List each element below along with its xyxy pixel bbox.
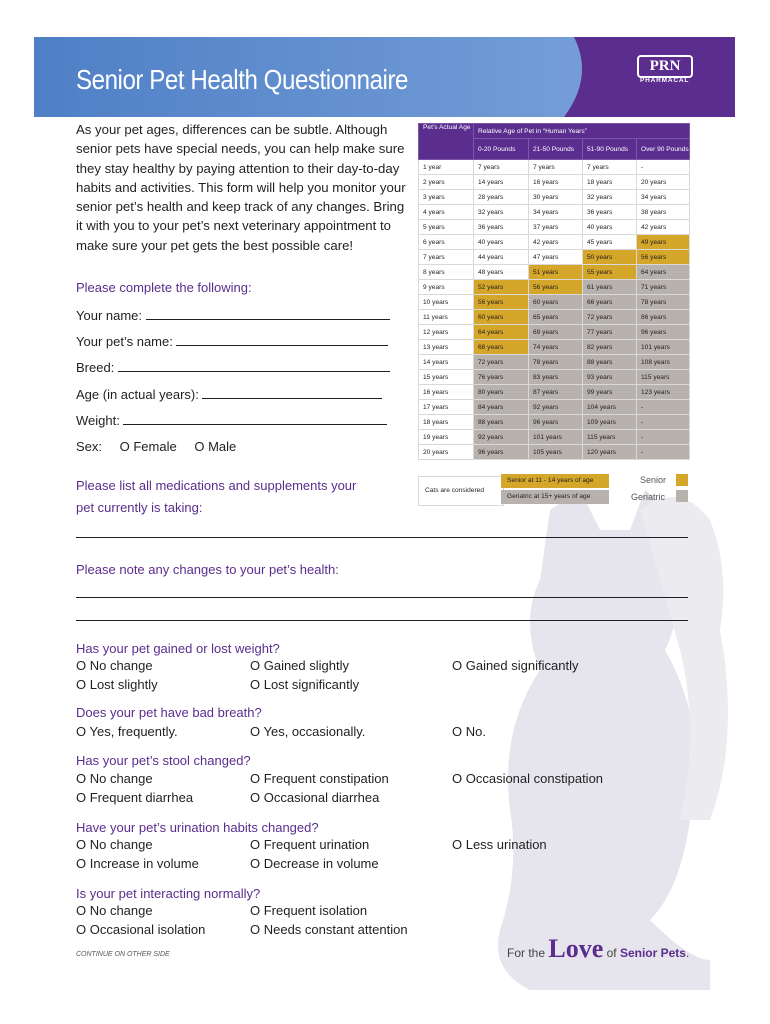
human-age-cell: 104 years bbox=[583, 400, 637, 415]
human-age-cell: 7 years bbox=[529, 160, 583, 175]
table-row bbox=[419, 355, 690, 370]
human-age-cell: 37 years bbox=[529, 220, 583, 235]
col-header-actual-age: Pet’s Actual Age bbox=[419, 124, 474, 160]
table-row bbox=[419, 430, 690, 445]
actual-age-cell: 4 years bbox=[419, 205, 474, 220]
table-row bbox=[419, 400, 690, 415]
actual-age-cell: 3 years bbox=[419, 190, 474, 205]
human-age-cell: 20 years bbox=[637, 175, 690, 190]
table-row bbox=[419, 385, 690, 400]
urination-no-change[interactable]: O No change bbox=[76, 837, 153, 852]
tagline-for: For the bbox=[507, 946, 546, 960]
human-age-cell: 88 years bbox=[474, 415, 529, 430]
actual-age-cell: 2 years bbox=[419, 175, 474, 190]
medications-heading-line2: pet currently is taking: bbox=[76, 500, 203, 515]
social-no-change[interactable]: O No change bbox=[76, 903, 153, 918]
col-header-weight-1: 21-50 Pounds bbox=[529, 139, 583, 160]
weight-gained-slightly[interactable]: O Gained slightly bbox=[250, 658, 349, 673]
human-age-cell: 64 years bbox=[474, 325, 529, 340]
weight-lost-significantly[interactable]: O Lost significantly bbox=[250, 677, 360, 692]
human-age-cell: 101 years bbox=[529, 430, 583, 445]
human-age-cell: 83 years bbox=[529, 370, 583, 385]
logo-subtitle: PHARMACAL bbox=[640, 77, 690, 84]
human-age-cell: 96 years bbox=[474, 445, 529, 460]
human-age-cell: 71 years bbox=[637, 280, 690, 295]
human-age-cell: 108 years bbox=[637, 355, 690, 370]
table-row bbox=[419, 175, 690, 190]
breed-line[interactable] bbox=[118, 359, 390, 372]
human-age-cell: 48 years bbox=[474, 265, 529, 280]
cats-label: Cats are considered bbox=[418, 476, 504, 506]
cats-geriatric: Geriatric at 15+ years of age bbox=[501, 490, 609, 504]
human-age-cell: 68 years bbox=[474, 340, 529, 355]
human-age-cell: 66 years bbox=[583, 295, 637, 310]
human-age-cell: 92 years bbox=[474, 430, 529, 445]
human-age-cell: 40 years bbox=[474, 235, 529, 250]
table-row bbox=[419, 310, 690, 325]
human-age-cell: 86 years bbox=[637, 310, 690, 325]
human-age-cell: 76 years bbox=[474, 370, 529, 385]
sex-field bbox=[76, 439, 236, 454]
human-age-cell: 56 years bbox=[474, 295, 529, 310]
human-age-cell: - bbox=[637, 400, 690, 415]
human-age-cell: 115 years bbox=[637, 370, 690, 385]
pet-name-line[interactable] bbox=[176, 333, 388, 346]
age-table bbox=[418, 123, 690, 460]
actual-age-cell: 12 years bbox=[419, 325, 474, 340]
actual-age-cell: 1 year bbox=[419, 160, 474, 175]
legend-geriatric-label: Geriatric bbox=[631, 492, 666, 502]
human-age-cell: 82 years bbox=[583, 340, 637, 355]
human-age-cell: 51 years bbox=[529, 265, 583, 280]
human-age-cell: 96 years bbox=[529, 415, 583, 430]
human-age-cell: 109 years bbox=[583, 415, 637, 430]
human-age-cell: - bbox=[637, 160, 690, 175]
cats-senior: Senior at 11 - 14 years of age bbox=[501, 474, 609, 488]
table-row bbox=[419, 370, 690, 385]
col-header-weight-3: Over 90 Pounds bbox=[637, 139, 690, 160]
human-age-cell: 74 years bbox=[529, 340, 583, 355]
urination-decrease-volume[interactable]: O Decrease in volume bbox=[250, 856, 379, 871]
actual-age-cell: 18 years bbox=[419, 415, 474, 430]
changes-heading: Please note any changes to your pet’s health: bbox=[76, 562, 339, 577]
human-age-cell: 80 years bbox=[474, 385, 529, 400]
sex-label: Sex: bbox=[76, 439, 103, 454]
table-row bbox=[419, 220, 690, 235]
actual-age-cell: 16 years bbox=[419, 385, 474, 400]
table-row bbox=[419, 295, 690, 310]
breath-no[interactable]: O No. bbox=[452, 724, 486, 739]
prn-logo: PRN bbox=[637, 55, 693, 78]
human-age-cell: 40 years bbox=[583, 220, 637, 235]
weight-question: Has your pet gained or lost weight? bbox=[76, 641, 280, 656]
human-age-cell: 93 years bbox=[583, 370, 637, 385]
pet-silhouette-icon bbox=[430, 490, 730, 990]
weight-no-change[interactable]: O No change bbox=[76, 658, 153, 673]
breath-occasionally[interactable]: O Yes, occasionally. bbox=[250, 724, 366, 739]
actual-age-cell: 10 years bbox=[419, 295, 474, 310]
human-age-cell: 120 years bbox=[583, 445, 637, 460]
pet-name-field[interactable] bbox=[76, 333, 388, 349]
urination-frequent[interactable]: O Frequent urination bbox=[250, 837, 370, 852]
human-age-cell: 64 years bbox=[637, 265, 690, 280]
tagline-senior-pets: Senior Pets bbox=[619, 946, 686, 960]
human-age-cell: 36 years bbox=[583, 205, 637, 220]
human-age-cell: 32 years bbox=[583, 190, 637, 205]
your-name-line[interactable] bbox=[146, 307, 390, 320]
human-age-cell: 45 years bbox=[583, 235, 637, 250]
human-age-cell: 123 years bbox=[637, 385, 690, 400]
tagline-love: Love bbox=[548, 934, 604, 963]
col-header-relative-age: Relative Age of Pet in “Human Years” bbox=[474, 124, 690, 139]
human-age-cell: 28 years bbox=[474, 190, 529, 205]
human-age-cell: 42 years bbox=[529, 235, 583, 250]
urination-increase-volume[interactable]: O Increase in volume bbox=[76, 856, 199, 871]
continue-note: CONTINUE ON OTHER SIDE bbox=[76, 951, 170, 958]
human-age-cell: 60 years bbox=[529, 295, 583, 310]
actual-age-cell: 13 years bbox=[419, 340, 474, 355]
actual-age-cell: 7 years bbox=[419, 250, 474, 265]
urination-less[interactable]: O Less urination bbox=[452, 837, 547, 852]
table-row bbox=[419, 340, 690, 355]
human-age-cell: 18 years bbox=[583, 175, 637, 190]
table-row bbox=[419, 205, 690, 220]
stool-frequent-diarrhea[interactable]: O Frequent diarrhea bbox=[76, 790, 194, 805]
table-row bbox=[419, 160, 690, 175]
human-age-cell: 16 years bbox=[529, 175, 583, 190]
social-constant-attention[interactable]: O Needs constant attention bbox=[250, 922, 408, 937]
human-age-cell: 7 years bbox=[474, 160, 529, 175]
human-age-cell: 105 years bbox=[529, 445, 583, 460]
actual-age-cell: 8 years bbox=[419, 265, 474, 280]
human-age-cell: 65 years bbox=[529, 310, 583, 325]
human-age-cell: 30 years bbox=[529, 190, 583, 205]
breath-frequently[interactable]: O Yes, frequently. bbox=[76, 724, 178, 739]
human-age-cell: 38 years bbox=[637, 205, 690, 220]
stool-occasional-diarrhea[interactable]: O Occasional diarrhea bbox=[250, 790, 380, 805]
table-row bbox=[419, 415, 690, 430]
actual-age-cell: 15 years bbox=[419, 370, 474, 385]
stool-occasional-constipation[interactable]: O Occasional constipation bbox=[452, 771, 604, 786]
actual-age-cell: 11 years bbox=[419, 310, 474, 325]
human-age-cell: 77 years bbox=[583, 325, 637, 340]
age-line[interactable] bbox=[202, 386, 382, 399]
actual-age-cell: 6 years bbox=[419, 235, 474, 250]
col-header-weight-2: 51-90 Pounds bbox=[583, 139, 637, 160]
stool-frequent-constipation[interactable]: O Frequent constipation bbox=[250, 771, 389, 786]
human-age-cell: 92 years bbox=[529, 400, 583, 415]
pet-name-label: Your pet’s name: bbox=[76, 334, 173, 349]
human-age-cell: 52 years bbox=[474, 280, 529, 295]
human-age-cell: 78 years bbox=[529, 355, 583, 370]
human-age-cell: 7 years bbox=[583, 160, 637, 175]
weight-field[interactable] bbox=[76, 412, 387, 428]
human-age-cell: - bbox=[637, 445, 690, 460]
changes-line-2[interactable] bbox=[76, 620, 688, 621]
human-age-cell: 56 years bbox=[637, 250, 690, 265]
col-header-weight-0: 0-20 Pounds bbox=[474, 139, 529, 160]
human-age-cell: 88 years bbox=[583, 355, 637, 370]
actual-age-cell: 19 years bbox=[419, 430, 474, 445]
human-age-cell: 50 years bbox=[583, 250, 637, 265]
breed-field[interactable] bbox=[76, 359, 390, 375]
sex-male-option[interactable]: O Male bbox=[194, 439, 237, 454]
stool-no-change[interactable]: O No change bbox=[76, 771, 153, 786]
legend-senior-swatch bbox=[676, 474, 688, 486]
human-age-cell: 101 years bbox=[637, 340, 690, 355]
human-age-cell: 69 years bbox=[529, 325, 583, 340]
table-row bbox=[419, 235, 690, 250]
human-age-cell: 44 years bbox=[474, 250, 529, 265]
intro-paragraph: As your pet ages, differences can be subtle. Although senior pets have special needs, you can help make sure they stay healthy by paying attention to their day-to-day habits and activities. This form will help you monitor your senior pet’s health and keep track of any changes. Bring it with you to your pet’s next veterinary appointment to make sure your pet gets the best possible care! bbox=[76, 122, 406, 253]
legend-geriatric-swatch bbox=[676, 490, 688, 502]
actual-age-cell: 14 years bbox=[419, 355, 474, 370]
human-age-cell: 42 years bbox=[637, 220, 690, 235]
social-question: Is your pet interacting normally? bbox=[76, 886, 261, 901]
actual-age-cell: 20 years bbox=[419, 445, 474, 460]
urination-question: Have your pet’s urination habits changed? bbox=[76, 820, 319, 835]
actual-age-cell: 17 years bbox=[419, 400, 474, 415]
human-age-cell: 60 years bbox=[474, 310, 529, 325]
human-age-cell: 34 years bbox=[529, 205, 583, 220]
weight-label: Weight: bbox=[76, 413, 120, 428]
changes-line-1[interactable] bbox=[76, 597, 688, 598]
your-name-label: Your name: bbox=[76, 308, 143, 323]
human-age-cell: 49 years bbox=[637, 235, 690, 250]
tagline bbox=[507, 934, 689, 964]
human-age-cell: 55 years bbox=[583, 265, 637, 280]
sex-female-option[interactable]: O Female bbox=[119, 439, 177, 454]
social-frequent-isolation[interactable]: O Frequent isolation bbox=[250, 903, 368, 918]
your-name-field[interactable] bbox=[76, 307, 390, 323]
breath-question: Does your pet have bad breath? bbox=[76, 705, 262, 720]
human-age-cell: 87 years bbox=[529, 385, 583, 400]
stool-question: Has your pet’s stool changed? bbox=[76, 753, 251, 768]
table-row bbox=[419, 325, 690, 340]
table-row bbox=[419, 265, 690, 280]
human-age-cell: 61 years bbox=[583, 280, 637, 295]
weight-gained-significantly[interactable]: O Gained significantly bbox=[452, 658, 579, 673]
medications-heading-line1: Please list all medications and supplements your bbox=[76, 478, 357, 493]
page-title: Senior Pet Health Questionnaire bbox=[76, 64, 409, 95]
human-age-cell: 84 years bbox=[474, 400, 529, 415]
human-age-cell: 14 years bbox=[474, 175, 529, 190]
human-age-cell: 96 years bbox=[637, 325, 690, 340]
human-age-cell: - bbox=[637, 415, 690, 430]
human-age-cell: 36 years bbox=[474, 220, 529, 235]
age-label: Age (in actual years): bbox=[76, 387, 199, 402]
human-age-cell: 32 years bbox=[474, 205, 529, 220]
breed-label: Breed: bbox=[76, 360, 115, 375]
tagline-of: of bbox=[606, 946, 617, 960]
tagline-dot: . bbox=[685, 946, 690, 960]
human-age-cell: 56 years bbox=[529, 280, 583, 295]
age-field[interactable] bbox=[76, 386, 382, 402]
human-age-cell: - bbox=[637, 430, 690, 445]
human-age-cell: 34 years bbox=[637, 190, 690, 205]
human-age-cell: 99 years bbox=[583, 385, 637, 400]
table-row bbox=[419, 250, 690, 265]
table-row bbox=[419, 280, 690, 295]
human-age-cell: 115 years bbox=[583, 430, 637, 445]
human-age-cell: 72 years bbox=[474, 355, 529, 370]
legend-senior-label: Senior bbox=[640, 475, 667, 485]
table-row bbox=[419, 190, 690, 205]
human-age-cell: 47 years bbox=[529, 250, 583, 265]
actual-age-cell: 9 years bbox=[419, 280, 474, 295]
form-heading: Please complete the following: bbox=[76, 280, 252, 295]
human-age-cell: 78 years bbox=[637, 295, 690, 310]
weight-lost-slightly[interactable]: O Lost slightly bbox=[76, 677, 158, 692]
actual-age-cell: 5 years bbox=[419, 220, 474, 235]
table-row bbox=[419, 445, 690, 460]
medications-line[interactable] bbox=[76, 537, 688, 538]
weight-line[interactable] bbox=[123, 412, 387, 425]
social-occasional-isolation[interactable]: O Occasional isolation bbox=[76, 922, 206, 937]
human-age-cell: 72 years bbox=[583, 310, 637, 325]
